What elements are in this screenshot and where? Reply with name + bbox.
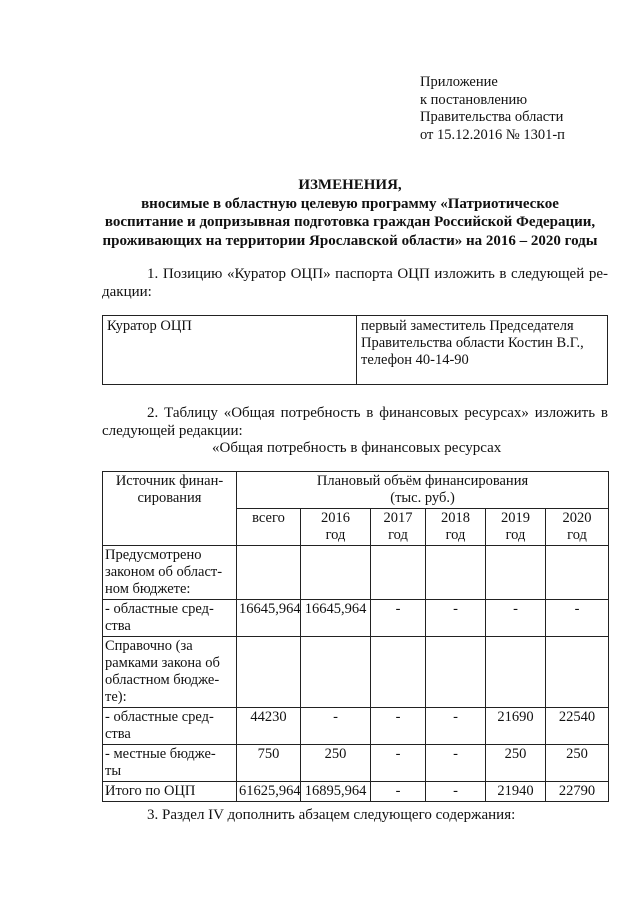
row-label-line: законом об област- — [105, 564, 223, 580]
year-unit: год — [445, 527, 466, 543]
value-cell: - — [371, 600, 426, 637]
row-label-cell — [103, 600, 237, 637]
value-cell: 16645,964 — [301, 600, 371, 637]
row-label-line: Предусмотрено — [105, 547, 202, 563]
paragraph-line: 1. Позицию «Куратор ОЦП» паспорта ОЦП изложить в следующей ре- — [147, 266, 608, 282]
value-cell: - — [426, 600, 486, 637]
value-cell: - — [371, 745, 426, 782]
row-label-line: Справочно (за — [105, 638, 193, 654]
empty-cell — [371, 637, 426, 708]
value-cell: 16895,964 — [301, 782, 371, 802]
title-line: проживающих на территории Ярославской области» на 2016 – 2020 годы — [102, 232, 598, 249]
empty-cell — [486, 546, 546, 600]
empty-cell — [486, 637, 546, 708]
row-label-line: - областные сред- — [105, 601, 214, 617]
row-label-line: ты — [105, 763, 122, 779]
year-unit: год — [325, 527, 346, 543]
year-label: 2019 — [501, 510, 530, 526]
header-text: Плановый объём финансирования — [316, 473, 529, 489]
year-label: 2017 — [383, 510, 413, 526]
curator-label-cell — [103, 316, 357, 385]
year-header-cell — [486, 509, 546, 546]
value-cell: 250 — [546, 745, 609, 782]
curator-value-line: телефон 40-14-90 — [361, 352, 469, 368]
table-row — [103, 637, 609, 708]
plan-header-cell — [237, 472, 609, 509]
year-header-cell — [371, 509, 426, 546]
year-header-cell — [546, 509, 609, 546]
curator-value-cell — [357, 316, 608, 385]
value-cell: - — [301, 708, 371, 745]
appendix-line: к постановлению — [420, 91, 528, 108]
table-row — [103, 708, 609, 745]
year-header-cell — [426, 509, 486, 546]
table-caption: «Общая потребность в финансовых ресурсах — [212, 440, 502, 456]
item-1-paragraph — [102, 265, 608, 301]
paragraph-line: следующей редакции: — [102, 423, 243, 439]
header-text: (тыс. руб.) — [390, 490, 455, 506]
empty-cell — [301, 546, 371, 600]
value-cell: 21690 — [486, 708, 546, 745]
empty-cell — [301, 637, 371, 708]
value-cell: - — [426, 782, 486, 802]
appendix-line: Приложение — [420, 74, 498, 90]
curator-label: Куратор ОЦП — [107, 318, 192, 334]
value-cell: - — [546, 600, 609, 637]
row-label-line: те): — [105, 689, 127, 705]
value-cell: 21940 — [486, 782, 546, 802]
row-label-cell: Итого по ОЦП — [103, 782, 237, 802]
table-header-row — [103, 472, 609, 509]
row-label-cell — [103, 708, 237, 745]
row-label-line: ном бюджете: — [105, 581, 191, 597]
paragraph-line: 3. Раздел IV дополнить абзацем следующего содержания: — [147, 807, 516, 823]
header-text: Источник финан- — [115, 473, 224, 489]
year-unit: год — [388, 527, 408, 543]
table-row — [103, 600, 609, 637]
value-cell: 250 — [486, 745, 546, 782]
empty-cell — [546, 637, 609, 708]
value-cell: 22540 — [546, 708, 609, 745]
value-cell: 44230 — [237, 708, 301, 745]
total-header-cell: всего — [237, 509, 301, 546]
empty-cell — [426, 546, 486, 600]
value-cell: - — [486, 600, 546, 637]
item-3-paragraph — [102, 806, 608, 824]
curator-table — [102, 315, 608, 385]
value-cell: - — [371, 708, 426, 745]
appendix-line: от 15.12.2016 № 1301-п — [420, 126, 565, 143]
appendix-block — [420, 74, 565, 144]
title-line: воспитание и допризывная подготовка граждан Российской Федерации, — [104, 214, 596, 230]
paragraph-line: 2. Таблицу «Общая потребность в финансовых ресурсах» изложить в — [147, 405, 608, 421]
table-row — [103, 546, 609, 600]
row-label-line: - областные сред- — [105, 709, 214, 725]
year-label: 2018 — [441, 510, 470, 526]
year-header-cell — [301, 509, 371, 546]
curator-value-line: Правительства области Костин В.Г., — [361, 335, 584, 351]
value-cell: 22790 — [546, 782, 609, 802]
value-cell: 16645,964 — [237, 600, 301, 637]
row-label-line: рамками закона об — [105, 655, 220, 671]
row-label-line: - местные бюдже- — [105, 746, 216, 762]
curator-value-line: первый заместитель Председателя — [361, 318, 574, 334]
row-label-line: ства — [105, 618, 131, 634]
year-label: 2020 — [562, 510, 592, 526]
year-unit: год — [567, 527, 587, 543]
empty-cell — [237, 637, 301, 708]
year-label: 2016 — [321, 510, 350, 526]
empty-cell — [371, 546, 426, 600]
table-row — [103, 316, 608, 385]
section-label-cell — [103, 546, 237, 600]
value-cell: 61625,964 — [237, 782, 301, 802]
header-text: сирования — [137, 490, 202, 506]
row-label-line: областном бюдже- — [105, 672, 220, 688]
appendix-line: Правительства области — [420, 109, 564, 125]
section-label-cell — [103, 637, 237, 708]
value-cell: 250 — [301, 745, 371, 782]
year-unit: год — [505, 527, 526, 543]
title-line: ИЗМЕНЕНИЯ, — [298, 177, 402, 193]
row-label-line: ства — [105, 726, 131, 742]
paragraph-line: дакции: — [102, 284, 152, 300]
value-cell: - — [371, 782, 426, 802]
value-cell: 750 — [237, 745, 301, 782]
row-label-cell — [103, 745, 237, 782]
value-cell: - — [426, 745, 486, 782]
empty-cell — [237, 546, 301, 600]
document-title — [90, 176, 610, 250]
title-line: вносимые в областную целевую программу «Патриотическое — [141, 195, 559, 212]
empty-cell — [426, 637, 486, 708]
source-header-cell — [103, 472, 237, 546]
table-row — [103, 745, 609, 782]
item-2-paragraph — [102, 404, 608, 440]
table-total-row — [103, 782, 609, 802]
empty-cell — [546, 546, 609, 600]
finance-table — [102, 471, 609, 802]
value-cell: - — [426, 708, 486, 745]
